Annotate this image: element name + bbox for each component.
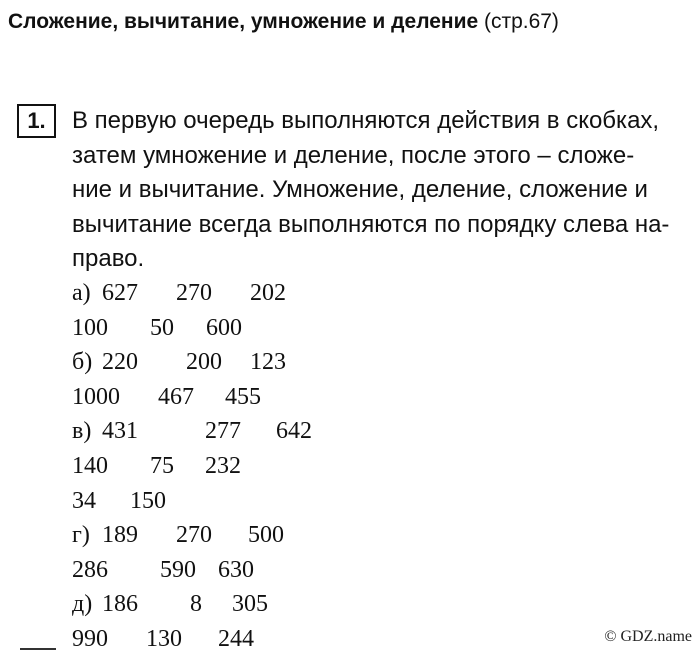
explanation-line: В первую очередь выполняются действия в скобках,	[72, 107, 660, 134]
answer-value: 600	[206, 314, 242, 341]
answer-value: 189	[102, 522, 138, 549]
answer-value: 455	[225, 383, 261, 410]
page-reference: (стр.67)	[483, 10, 559, 33]
task-explanation	[72, 104, 682, 277]
answer-value: 990	[72, 625, 108, 652]
answer-value: 34	[72, 487, 96, 514]
answer-label: в)	[72, 418, 92, 445]
answer-value: 270	[176, 280, 212, 306]
answer-value: 75	[150, 452, 174, 479]
page-title: Сложение, вычитание, умножение и деление	[8, 10, 479, 33]
answer-label: г)	[72, 522, 90, 549]
answer-value: 590	[160, 556, 196, 583]
answer-value: 467	[158, 383, 194, 410]
explanation-line: затем умножение и деление, после этого – сложе-	[72, 141, 635, 169]
answer-value: 277	[205, 418, 241, 445]
answer-value: 1000	[72, 383, 120, 410]
answer-value: 286	[72, 556, 108, 583]
answer-label: а)	[72, 280, 91, 306]
answer-value: 431	[102, 418, 138, 445]
answer-value: 270	[176, 522, 212, 549]
answer-value: 186	[102, 591, 138, 618]
answer-value: 305	[232, 591, 268, 618]
answer-value: 8	[190, 591, 202, 618]
answer-value: 50	[150, 314, 174, 341]
task-number-box: 1.	[17, 104, 56, 138]
answer-value: 200	[186, 349, 222, 376]
explanation-line: вычитание всегда выполняются по порядку слева на-	[72, 210, 670, 238]
answer-value: 642	[276, 418, 312, 445]
answer-value: 244	[218, 625, 254, 652]
answer-value: 202	[250, 280, 286, 306]
answer-label: б)	[72, 349, 93, 376]
answer-value: 150	[130, 487, 166, 514]
answer-value: 220	[102, 349, 138, 376]
answer-value: 130	[146, 625, 182, 652]
page-header	[8, 4, 559, 39]
answer-value: 232	[205, 452, 241, 479]
watermark: © GDZ.name	[604, 628, 692, 645]
answer-value: 500	[248, 522, 284, 549]
answer-value: 630	[218, 556, 254, 583]
answer-label: д)	[72, 591, 93, 618]
explanation-line: право.	[72, 245, 145, 273]
answer-value: 123	[250, 349, 286, 376]
answer-value: 627	[102, 280, 138, 306]
footer-rule	[20, 648, 56, 650]
explanation-line: ние и вычитание. Умножение, деление, сложение и	[72, 176, 648, 204]
answer-value: 140	[72, 452, 108, 479]
answer-value: 100	[72, 314, 108, 341]
